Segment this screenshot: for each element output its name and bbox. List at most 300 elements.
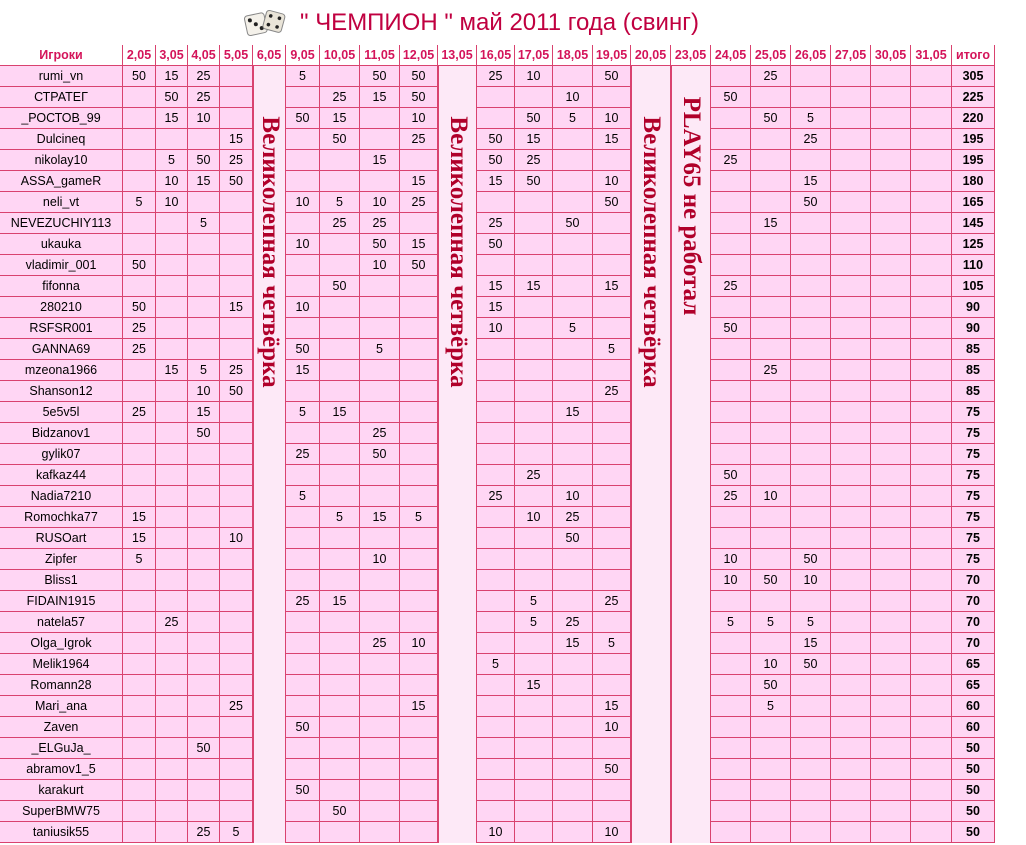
score-cell	[871, 276, 911, 297]
score-cell: 10	[711, 570, 751, 591]
score-cell	[791, 276, 831, 297]
score-cell: 50	[751, 675, 791, 696]
score-cell	[871, 444, 911, 465]
score-cell	[593, 675, 631, 696]
score-cell: 15	[515, 675, 553, 696]
score-cell	[831, 297, 871, 318]
score-cell	[156, 486, 188, 507]
score-cell	[188, 192, 220, 213]
score-cell: 50	[593, 192, 631, 213]
score-cell	[320, 717, 360, 738]
score-cell	[360, 612, 400, 633]
score-cell	[791, 759, 831, 780]
score-cell	[751, 318, 791, 339]
score-cell	[320, 234, 360, 255]
player-name: Mari_ana	[0, 696, 123, 717]
score-cell	[593, 318, 631, 339]
score-cell: 10	[286, 234, 320, 255]
score-cell	[751, 423, 791, 444]
score-cell	[751, 129, 791, 150]
total-cell: 145	[952, 213, 995, 234]
score-cell	[477, 528, 515, 549]
score-cell: 50	[593, 66, 631, 87]
score-cell	[911, 423, 952, 444]
score-cell: 25	[188, 822, 220, 843]
total-cell: 305	[952, 66, 995, 87]
player-name: RSFSR001	[0, 318, 123, 339]
closed-day-column	[631, 66, 671, 843]
score-cell	[751, 717, 791, 738]
score-cell	[871, 360, 911, 381]
score-cell	[553, 738, 593, 759]
score-cell	[360, 780, 400, 801]
score-cell: 50	[553, 213, 593, 234]
score-cell	[400, 276, 438, 297]
score-cell	[220, 591, 253, 612]
score-cell: 15	[400, 171, 438, 192]
score-cell	[477, 696, 515, 717]
score-cell: 15	[553, 633, 593, 654]
score-cell	[553, 465, 593, 486]
score-cell	[156, 507, 188, 528]
score-cell	[123, 444, 156, 465]
player-name: Romochka77	[0, 507, 123, 528]
score-cell: 15	[593, 696, 631, 717]
player-name: gylik07	[0, 444, 123, 465]
score-cell	[831, 423, 871, 444]
closed-day-label: Великолепная четвёрка	[256, 116, 284, 388]
score-cell	[320, 444, 360, 465]
header-date: 31,05	[911, 45, 952, 66]
score-cell	[515, 381, 553, 402]
score-cell	[188, 633, 220, 654]
score-cell	[320, 150, 360, 171]
score-cell	[871, 801, 911, 822]
score-cell	[360, 318, 400, 339]
score-cell	[831, 318, 871, 339]
score-cell	[593, 297, 631, 318]
player-name: abramov1_5	[0, 759, 123, 780]
score-cell	[477, 465, 515, 486]
score-cell	[911, 738, 952, 759]
score-cell	[286, 801, 320, 822]
score-cell	[791, 381, 831, 402]
score-cell: 5	[360, 339, 400, 360]
player-name: Bidzanov1	[0, 423, 123, 444]
score-cell	[156, 738, 188, 759]
score-cell	[553, 234, 593, 255]
score-cell: 5	[400, 507, 438, 528]
total-cell: 180	[952, 171, 995, 192]
score-cell: 15	[360, 150, 400, 171]
score-cell: 10	[400, 108, 438, 129]
score-cell: 25	[751, 66, 791, 87]
score-cell	[871, 255, 911, 276]
score-cell	[156, 255, 188, 276]
score-cell	[156, 654, 188, 675]
score-cell	[156, 780, 188, 801]
score-cell	[360, 402, 400, 423]
closed-day-column	[253, 66, 286, 843]
score-cell	[123, 801, 156, 822]
player-name: fifonna	[0, 276, 123, 297]
score-cell: 25	[220, 360, 253, 381]
score-cell	[477, 402, 515, 423]
player-name: mzeona1966	[0, 360, 123, 381]
score-cell	[220, 465, 253, 486]
total-cell: 75	[952, 507, 995, 528]
score-cell	[156, 717, 188, 738]
score-cell	[593, 465, 631, 486]
header-date: 6,05	[253, 45, 286, 66]
title-bar	[0, 0, 1026, 44]
score-cell	[360, 822, 400, 843]
score-cell	[831, 234, 871, 255]
score-cell	[123, 738, 156, 759]
closed-day-column	[671, 66, 711, 843]
score-cell: 15	[477, 297, 515, 318]
score-cell	[871, 738, 911, 759]
score-cell	[400, 528, 438, 549]
score-cell	[791, 213, 831, 234]
score-cell: 10	[360, 192, 400, 213]
score-cell	[791, 591, 831, 612]
score-cell	[593, 549, 631, 570]
score-cell	[831, 381, 871, 402]
score-cell	[911, 192, 952, 213]
score-cell	[515, 633, 553, 654]
score-cell	[911, 675, 952, 696]
score-cell: 15	[320, 591, 360, 612]
score-cell	[791, 255, 831, 276]
score-cell	[711, 780, 751, 801]
score-cell	[477, 339, 515, 360]
score-cell: 10	[791, 570, 831, 591]
score-cell: 25	[156, 612, 188, 633]
total-cell: 75	[952, 402, 995, 423]
score-cell	[156, 213, 188, 234]
score-cell: 25	[123, 339, 156, 360]
score-cell	[286, 654, 320, 675]
score-cell	[871, 822, 911, 843]
score-cell	[360, 717, 400, 738]
score-cell: 10	[477, 822, 515, 843]
score-cell	[711, 297, 751, 318]
score-cell: 50	[286, 108, 320, 129]
score-cell	[831, 633, 871, 654]
score-cell: 10	[477, 318, 515, 339]
score-cell	[871, 129, 911, 150]
score-cell	[188, 612, 220, 633]
score-cell	[593, 570, 631, 591]
score-cell: 5	[320, 192, 360, 213]
score-cell	[320, 822, 360, 843]
score-cell	[553, 297, 593, 318]
score-cell	[286, 822, 320, 843]
score-cell	[911, 570, 952, 591]
score-cell	[515, 255, 553, 276]
score-cell	[593, 801, 631, 822]
score-cell	[188, 801, 220, 822]
score-cell	[871, 192, 911, 213]
score-cell	[156, 528, 188, 549]
score-cell	[400, 444, 438, 465]
score-cell: 50	[593, 759, 631, 780]
score-cell	[320, 654, 360, 675]
score-cell	[286, 276, 320, 297]
score-cell	[320, 423, 360, 444]
score-cell: 25	[220, 696, 253, 717]
player-name: taniusik55	[0, 822, 123, 843]
score-cell	[791, 318, 831, 339]
total-cell: 85	[952, 381, 995, 402]
score-cell: 5	[515, 591, 553, 612]
score-cell	[751, 87, 791, 108]
score-cell	[871, 423, 911, 444]
total-cell: 195	[952, 129, 995, 150]
score-cell	[911, 66, 952, 87]
score-cell: 50	[156, 87, 188, 108]
score-cell	[400, 612, 438, 633]
score-cell	[751, 780, 791, 801]
score-cell: 25	[400, 192, 438, 213]
score-cell	[553, 780, 593, 801]
score-cell	[711, 129, 751, 150]
score-cell	[831, 738, 871, 759]
score-cell	[286, 150, 320, 171]
score-cell	[156, 423, 188, 444]
score-cell: 50	[188, 423, 220, 444]
score-cell	[593, 423, 631, 444]
header-date: 10,05	[320, 45, 360, 66]
score-cell	[320, 66, 360, 87]
player-name: NEVEZUCHIY113	[0, 213, 123, 234]
score-cell	[220, 486, 253, 507]
score-cell	[711, 696, 751, 717]
score-cell: 10	[515, 66, 553, 87]
score-cell	[553, 801, 593, 822]
score-cell	[188, 318, 220, 339]
score-cell	[188, 528, 220, 549]
header-date: 24,05	[711, 45, 751, 66]
score-cell	[360, 360, 400, 381]
score-cell	[188, 696, 220, 717]
score-cell	[188, 444, 220, 465]
score-cell: 5	[286, 486, 320, 507]
score-cell	[320, 465, 360, 486]
score-cell: 50	[477, 234, 515, 255]
score-cell	[360, 528, 400, 549]
score-cell	[188, 759, 220, 780]
header-date: 4,05	[188, 45, 220, 66]
score-cell	[515, 696, 553, 717]
total-cell: 75	[952, 528, 995, 549]
score-cell	[123, 171, 156, 192]
score-cell	[711, 675, 751, 696]
score-cell	[156, 465, 188, 486]
total-cell: 50	[952, 780, 995, 801]
score-cell	[711, 255, 751, 276]
score-cell: 15	[156, 360, 188, 381]
player-name: FIDAIN1915	[0, 591, 123, 612]
score-cell	[515, 801, 553, 822]
score-cell: 10	[593, 717, 631, 738]
score-cell	[751, 759, 791, 780]
score-cell: 10	[553, 87, 593, 108]
score-cell	[751, 465, 791, 486]
score-cell: 15	[791, 171, 831, 192]
score-cell: 25	[553, 507, 593, 528]
score-cell	[188, 255, 220, 276]
total-cell: 50	[952, 738, 995, 759]
score-cell: 5	[477, 654, 515, 675]
player-name: ASSA_gameR	[0, 171, 123, 192]
score-cell	[871, 381, 911, 402]
player-name: Olga_Igrok	[0, 633, 123, 654]
score-cell: 50	[553, 528, 593, 549]
score-cell: 5	[123, 192, 156, 213]
score-cell	[871, 108, 911, 129]
score-cell	[400, 213, 438, 234]
header-players: Игроки	[0, 45, 123, 66]
score-cell	[831, 171, 871, 192]
score-cell	[553, 381, 593, 402]
player-name: natela57	[0, 612, 123, 633]
score-cell: 50	[123, 297, 156, 318]
player-name: СТРАТЕГ	[0, 87, 123, 108]
score-cell	[220, 402, 253, 423]
score-cell: 50	[220, 381, 253, 402]
score-cell	[515, 570, 553, 591]
score-cell: 50	[286, 339, 320, 360]
score-cell: 50	[360, 66, 400, 87]
score-cell	[123, 360, 156, 381]
score-cell	[156, 444, 188, 465]
score-cell	[477, 192, 515, 213]
score-cell	[711, 591, 751, 612]
score-cell	[871, 675, 911, 696]
score-cell	[320, 318, 360, 339]
total-cell: 195	[952, 150, 995, 171]
score-cell	[871, 339, 911, 360]
score-cell	[123, 612, 156, 633]
score-cell	[477, 108, 515, 129]
score-cell	[188, 675, 220, 696]
score-cell	[123, 675, 156, 696]
score-cell	[156, 822, 188, 843]
score-cell: 25	[711, 276, 751, 297]
score-cell: 10	[593, 171, 631, 192]
score-cell	[400, 549, 438, 570]
score-cell	[751, 633, 791, 654]
score-cell: 5	[791, 108, 831, 129]
score-cell	[123, 822, 156, 843]
score-cell	[320, 612, 360, 633]
total-cell: 70	[952, 612, 995, 633]
total-cell: 65	[952, 654, 995, 675]
score-cell	[831, 612, 871, 633]
score-cell	[515, 528, 553, 549]
score-cell	[156, 549, 188, 570]
score-cell	[711, 234, 751, 255]
score-cell	[711, 171, 751, 192]
score-cell	[515, 339, 553, 360]
total-cell: 75	[952, 549, 995, 570]
score-cell: 25	[360, 633, 400, 654]
score-cell	[400, 570, 438, 591]
score-cell	[553, 129, 593, 150]
score-cell	[220, 633, 253, 654]
score-cell	[791, 444, 831, 465]
score-cell	[711, 717, 751, 738]
total-cell: 110	[952, 255, 995, 276]
score-cell	[477, 801, 515, 822]
score-cell	[156, 570, 188, 591]
score-cell	[286, 549, 320, 570]
score-cell: 50	[400, 87, 438, 108]
score-cell	[791, 486, 831, 507]
score-cell	[593, 255, 631, 276]
score-cell: 25	[751, 360, 791, 381]
score-cell	[188, 717, 220, 738]
score-cell: 5	[286, 66, 320, 87]
header-date: 12,05	[400, 45, 438, 66]
score-cell	[477, 87, 515, 108]
score-cell	[286, 171, 320, 192]
score-cell	[831, 717, 871, 738]
score-cell	[911, 801, 952, 822]
score-cell: 10	[515, 507, 553, 528]
total-cell: 75	[952, 444, 995, 465]
score-cell	[751, 591, 791, 612]
player-name: Zaven	[0, 717, 123, 738]
score-cell	[871, 66, 911, 87]
score-cell	[156, 801, 188, 822]
player-name: _ELGuJa_	[0, 738, 123, 759]
score-cell	[320, 339, 360, 360]
score-cell	[123, 87, 156, 108]
score-cell: 15	[123, 507, 156, 528]
score-cell	[515, 822, 553, 843]
score-cell	[831, 192, 871, 213]
score-cell	[911, 780, 952, 801]
player-name: 5e5v5l	[0, 402, 123, 423]
score-cell	[751, 549, 791, 570]
score-cell: 15	[286, 360, 320, 381]
score-cell	[831, 801, 871, 822]
score-cell: 15	[791, 633, 831, 654]
score-cell: 25	[477, 66, 515, 87]
closed-day-label: Великолепная четвёрка	[638, 116, 665, 388]
score-cell: 25	[593, 591, 631, 612]
score-cell	[831, 549, 871, 570]
score-cell	[791, 360, 831, 381]
score-cell	[286, 129, 320, 150]
score-cell	[220, 780, 253, 801]
score-cell	[188, 486, 220, 507]
score-cell	[360, 654, 400, 675]
score-cell	[515, 423, 553, 444]
score-cell: 5	[553, 108, 593, 129]
score-cell	[831, 591, 871, 612]
score-cell: 5	[751, 612, 791, 633]
score-cell	[220, 612, 253, 633]
player-name: karakurt	[0, 780, 123, 801]
score-cell: 25	[593, 381, 631, 402]
score-cell: 50	[751, 570, 791, 591]
score-cell	[477, 738, 515, 759]
score-cell	[593, 234, 631, 255]
